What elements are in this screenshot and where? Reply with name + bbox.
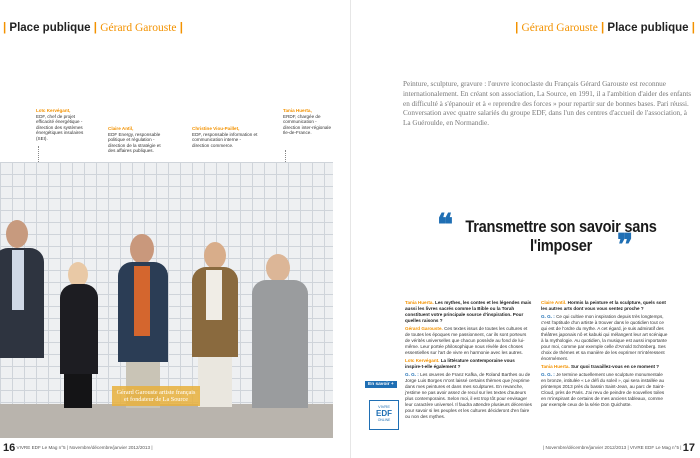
page-number: 16 (3, 442, 16, 454)
right-page (350, 0, 700, 458)
footer-text: | Novembre/décembre/janvier 2012/2013 | VIVRE EDF Le Mag n°5 | (543, 445, 682, 451)
rubric-section: Place publique (607, 22, 689, 34)
right-footer (543, 442, 695, 454)
question: Loïc Kervégant. La littérature contemporaine vous inspire-t-elle également ? (405, 358, 515, 370)
answer: G. G. : Ce qui cultive mon inspiration depuis très longtemps, c'est l'aptitude d'un artiste à trouver dans le quotidien tout ce qui est de l'ordre du mythe. A cet égard, je suis admiratif des théâtres japonais nô et kabuki qui mélangent leur art scénique à la mythologie. Au quotidien, la musique est aussi importante pour moi, comme par exemple celle d'Arnold Schönberg. Ses choix de thèmes et sa manière de les exprimer m'intéressent énormément. (541, 314, 668, 361)
left-rubric: | Place publique | Gérard Garouste | (3, 22, 183, 34)
page-number: 17 (682, 442, 695, 454)
rubric-person: Gérard Garouste (521, 22, 598, 34)
left-footer (3, 442, 153, 454)
rubric-person: Gérard Garouste (100, 22, 177, 34)
caption-christine: Christine Viou-Paillet, EDF, responsable information et communication interne - direction commerce. (192, 126, 258, 148)
answer: G. G. : Je termine actuellement une sculpture monumentale en bronze, intitulée « Le défi du soleil », qui sera installée au printemps 2013 près du bassin Saint-Jean, au parc de Saint-Cloud, près de Paris. J'ai revu de peindre de nouvelles toiles en m'inspirant de certains de mes anciens tableaux, comme par exemple ceux de la série Don Quichotte. (541, 372, 665, 407)
en-savoir-plus-link[interactable]: En savoir + (365, 381, 397, 388)
caption-claire: Claire Antil, EDF Energy, responsable politique et régulation - direction de la stratégie et des affaires publiques. (108, 126, 161, 154)
answer: Gérard Garouste. Ces textes issus de toutes les cultures et de toutes les époques me passionnent, car ils sont porteurs de vérités universelles que chacun possède au fond de lui-même. Leur portée philosophique nous révèle des choses essentielles sur l'art de vivre en harmonie avec les autres. (405, 326, 528, 355)
question: Tania Huerta. Sur quoi travaillez-vous en ce moment ? (541, 364, 660, 370)
question: Claire Antil. Hormis la peinture et la sculpture, quels sont les autres arts dont vous vous sentez proche ? (541, 300, 666, 311)
caption-loic: Loïc Kervégant, EDF, chef de projet efficacité énergétique - direction des systèmes énergétiques insulaires (SEI). (36, 108, 84, 141)
headline: Transmettre son savoir sans l'imposer (465, 217, 657, 255)
footer-text: VIVRE EDF Le Mag n°5 | Novembre/décembre/janvier 2012/2013 | (16, 445, 153, 451)
rubric-section: Place publique (9, 22, 91, 34)
interview-column-2 (541, 300, 668, 410)
open-quote-icon: ❝ (437, 208, 454, 243)
close-quote-icon: ❞ (617, 228, 634, 263)
right-rubric: | Gérard Garouste | Place publique | (515, 22, 695, 34)
interview-column-1 (405, 300, 532, 422)
photo-caption: Gérard Garouste artiste français et fondateur de La Source (112, 386, 200, 406)
caption-tania: Tania Huerta, ERDF, chargée de communication - direction inter-régionale Ile-de-France. (283, 108, 332, 136)
photo-floor (0, 404, 333, 438)
vivre-edf-online-badge[interactable]: VIVRE EDF ONLINE (369, 400, 399, 430)
answer: G. G. : Les œuvres de Franz Kafka, de Roland Barthes ou de Jorge Luis Borges m'ont laissé certains thèmes que j'exprime dans mes peintures et dans mes sculptures. En revanche, j'estime ne pas avoir assez de recul sur les textes d'auteurs plus contemporains. Selon moi, il est trop tôt pour envisager leur caractère universel. Il faudra attendre plusieurs décennies pour savoir si les peuples et les cultures décideront d'en faire ou non des mythes. (405, 372, 532, 419)
question: Tania Huerta. Les mythes, les contes et les légendes mais aussi les livres sacrés comme la Bible ou la Torah constituent votre principale source d'inspiration. Pour quelles raisons ? (405, 300, 532, 323)
intro-paragraph: Peinture, sculpture, gravure : l'œuvre iconoclaste du Français Gérard Garouste est reconnue internationalement. En créant son association, La Source, en 1991, il a l'ambition d'aider des enfants en difficulté à s'épanouir et à « reprendre des forces » pour repartir sur de bonnes bases. Pari réussi. Conversation avec quatre salariés du groupe EDF, dans l'un des centres d'accueil de l'association, à La Guéroulde, en Normandie. (403, 80, 692, 128)
